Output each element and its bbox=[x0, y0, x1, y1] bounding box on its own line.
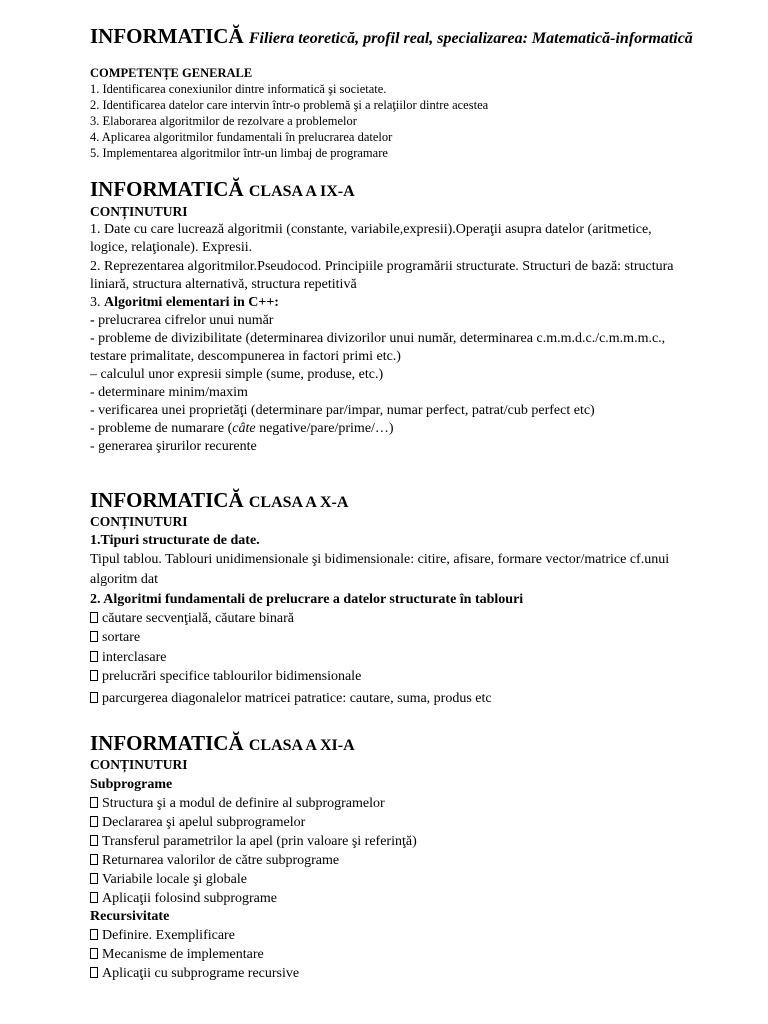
list-item-text: căutare secvenţială, căutare binară bbox=[102, 611, 294, 626]
list-item bbox=[90, 890, 277, 907]
list-item bbox=[90, 795, 385, 812]
subsection-heading: Recursivitate bbox=[90, 909, 170, 924]
list-item-text: - probleme de numarare ( bbox=[90, 421, 233, 436]
section-title-xi bbox=[90, 731, 355, 756]
list-item-text: negative/pare/prime/…) bbox=[255, 421, 394, 436]
checkbox-icon bbox=[90, 892, 98, 903]
list-item: - probleme de divizibilitate (determinarea divizorilor unui număr, determinarea c.m.m.d.c./c.m.m.m.c., bbox=[90, 331, 666, 346]
list-item bbox=[90, 629, 140, 646]
section-title-ix bbox=[90, 177, 355, 202]
list-item-text: prelucrări specifice tablourilor bidimensionale bbox=[102, 669, 362, 684]
paragraph-line: algoritm dat bbox=[90, 572, 159, 587]
competente-item: 1. Identificarea conexiunilor dintre informatică şi societate. bbox=[90, 82, 387, 96]
item-number: 3. bbox=[90, 295, 101, 310]
list-item: - verificarea unei proprietăţi (determinare par/impar, numar perfect, patrat/cub perfect etc) bbox=[90, 403, 595, 418]
section-title-x bbox=[90, 488, 348, 513]
checkbox-icon bbox=[90, 835, 98, 846]
subsection-heading: 1.Tipuri structurate de date. bbox=[90, 533, 260, 548]
list-item bbox=[90, 814, 305, 831]
continuturi-heading: CONȚINUTURI bbox=[90, 757, 188, 772]
list-item bbox=[90, 946, 264, 963]
competente-item: 5. Implementarea algoritmilor într-un limbaj de programare bbox=[90, 146, 388, 160]
list-item-text: parcurgerea diagonalelor matricei patratice: cautare, suma, produs etc bbox=[102, 691, 492, 706]
checkbox-icon bbox=[90, 651, 98, 662]
checkbox-icon bbox=[90, 816, 98, 827]
checkbox-icon bbox=[90, 797, 98, 808]
section-title-text: INFORMATICĂ bbox=[90, 177, 244, 201]
list-item bbox=[90, 852, 339, 869]
list-item bbox=[90, 312, 273, 329]
list-item-text: Declararea şi apelul subprogramelor bbox=[102, 815, 306, 830]
checkbox-icon bbox=[90, 670, 98, 681]
checkbox-icon bbox=[90, 854, 98, 865]
list-item-text: Definire. Exemplificare bbox=[102, 928, 235, 943]
class-label: CLASA A XI-A bbox=[248, 737, 355, 754]
checkbox-icon bbox=[90, 967, 98, 978]
checkbox-icon bbox=[90, 929, 98, 940]
list-item: – calculul unor expresii simple (sume, produse, etc.) bbox=[90, 367, 384, 382]
list-item-text: Transferul parametrilor la apel (prin valoare şi referinţă) bbox=[102, 834, 417, 849]
list-item bbox=[90, 420, 394, 437]
list-item: - generarea şirurilor recurente bbox=[90, 439, 257, 454]
algoritmi-heading bbox=[90, 294, 279, 311]
checkbox-icon bbox=[90, 873, 98, 884]
list-item bbox=[90, 649, 167, 666]
list-item-text: Structura şi a modul de definire al subprogramelor bbox=[102, 796, 385, 811]
paragraph-line: liniară, structura alternativă, structura repetitivă bbox=[90, 277, 357, 292]
header-title: INFORMATICĂ bbox=[90, 24, 244, 48]
list-item-text: interclasare bbox=[102, 650, 167, 665]
list-item-text: Aplicaţii folosind subprograme bbox=[102, 891, 277, 906]
paragraph-line: logice, relaţionale). Expresii. bbox=[90, 240, 253, 255]
header-subtitle: Filiera teoretică, profil real, specializarea: Matematică-informatică bbox=[248, 30, 693, 47]
checkbox-icon bbox=[90, 631, 98, 642]
list-item bbox=[90, 690, 492, 707]
class-label: CLASA A X-A bbox=[248, 494, 349, 511]
competente-heading: COMPETENȚE GENERALE bbox=[90, 66, 253, 80]
list-item bbox=[90, 965, 299, 982]
list-item bbox=[90, 668, 361, 685]
list-item-text: Variabile locale şi globale bbox=[102, 872, 247, 887]
competente-item: 2. Identificarea datelor care intervin într-o problemă şi a relaţiilor dintre acestea bbox=[90, 98, 489, 112]
subsection-heading: 2. Algoritmi fundamentali de prelucrare a datelor structurate în tablouri bbox=[90, 592, 524, 607]
list-item-italic: câte bbox=[232, 421, 256, 436]
continuturi-heading: CONȚINUTURI bbox=[90, 204, 188, 219]
class-label: CLASA A IX-A bbox=[248, 183, 355, 200]
checkbox-icon bbox=[90, 692, 98, 703]
list-item bbox=[90, 610, 294, 627]
list-item: - determinare minim/maxim bbox=[90, 385, 248, 400]
paragraph-line: 2. Reprezentarea algoritmilor.Pseudocod. Principiile programării structurate. Structuri de bază: structura bbox=[90, 259, 674, 274]
competente-item: 3. Elaborarea algoritmilor de rezolvare a problemelor bbox=[90, 114, 357, 128]
list-item bbox=[90, 927, 235, 944]
paragraph-line: 1. Date cu care lucrează algoritmii (constante, variabile,expresii).Operaţii asupra datelor (aritmetice, bbox=[90, 222, 652, 237]
list-item: testare primalitate, descompunerea in factori primi etc.) bbox=[90, 349, 401, 364]
item-heading: Algoritmi elementari in C++: bbox=[104, 295, 279, 310]
list-item-text: sortare bbox=[102, 630, 141, 645]
document-header bbox=[90, 24, 693, 49]
list-item bbox=[90, 871, 247, 888]
dash: - bbox=[90, 313, 95, 328]
subsection-heading: Subprograme bbox=[90, 777, 173, 792]
section-title-text: INFORMATICĂ bbox=[90, 731, 244, 755]
competente-item: 4. Aplicarea algoritmilor fundamentali în prelucrarea datelor bbox=[90, 130, 393, 144]
list-item bbox=[90, 833, 417, 850]
list-item-text: Returnarea valorilor de către subprograme bbox=[102, 853, 340, 868]
checkbox-icon bbox=[90, 948, 98, 959]
section-title-text: INFORMATICĂ bbox=[90, 488, 244, 512]
continuturi-heading: CONȚINUTURI bbox=[90, 514, 188, 529]
list-item-text: Aplicaţii cu subprograme recursive bbox=[102, 966, 300, 981]
checkbox-icon bbox=[90, 612, 98, 623]
list-item-text: Mecanisme de implementare bbox=[102, 947, 264, 962]
list-item-text: prelucrarea cifrelor unui număr bbox=[98, 313, 274, 328]
paragraph-line: Tipul tablou. Tablouri unidimensionale şi bidimensionale: citire, afisare, formare vector/matrice cf.unui bbox=[90, 552, 670, 567]
